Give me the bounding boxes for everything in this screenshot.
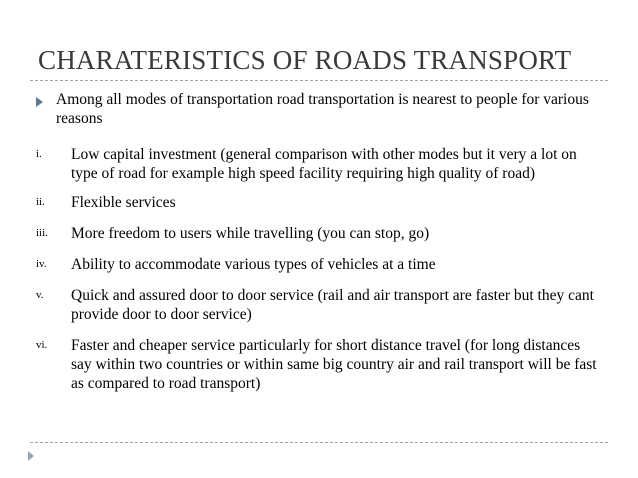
list-item-text: Low capital investment (general comparison with other modes but it very a lot on type of road for example high speed facility requiring high quality of road) [71,146,577,182]
list-item-number: ii. [36,196,45,208]
slide-title: CHARATERISTICS OF ROADS TRANSPORT [38,45,572,75]
list-item-text: Faster and cheaper service particularly for short distance travel (for long distances say within two countries or within same big country air and rail transport will be fast as compared to road transport) [71,337,597,392]
list-item-number: iv. [36,258,47,270]
list-item-text: More freedom to users while travelling (you can stop, go) [71,225,430,242]
list-item-number: i. [36,148,42,160]
intro-text: Among all modes of transportation road transportation is nearest to people for various reasons [56,91,589,127]
list-item-text: Flexible services [71,194,176,211]
list-item-text: Ability to accommodate various types of vehicles at a time [71,256,436,273]
list-item-number: iii. [36,227,48,239]
list-item-number: vi. [36,339,48,351]
triangle-bullet-icon [36,97,43,107]
list-item-number: v. [36,289,44,301]
list-item-text: Quick and assured door to door service (rail and air transport are faster but they cant provide door to door service) [71,287,594,323]
footer-divider [30,442,608,443]
slide-corner-triangle-icon [28,451,34,461]
title-divider [30,80,608,81]
